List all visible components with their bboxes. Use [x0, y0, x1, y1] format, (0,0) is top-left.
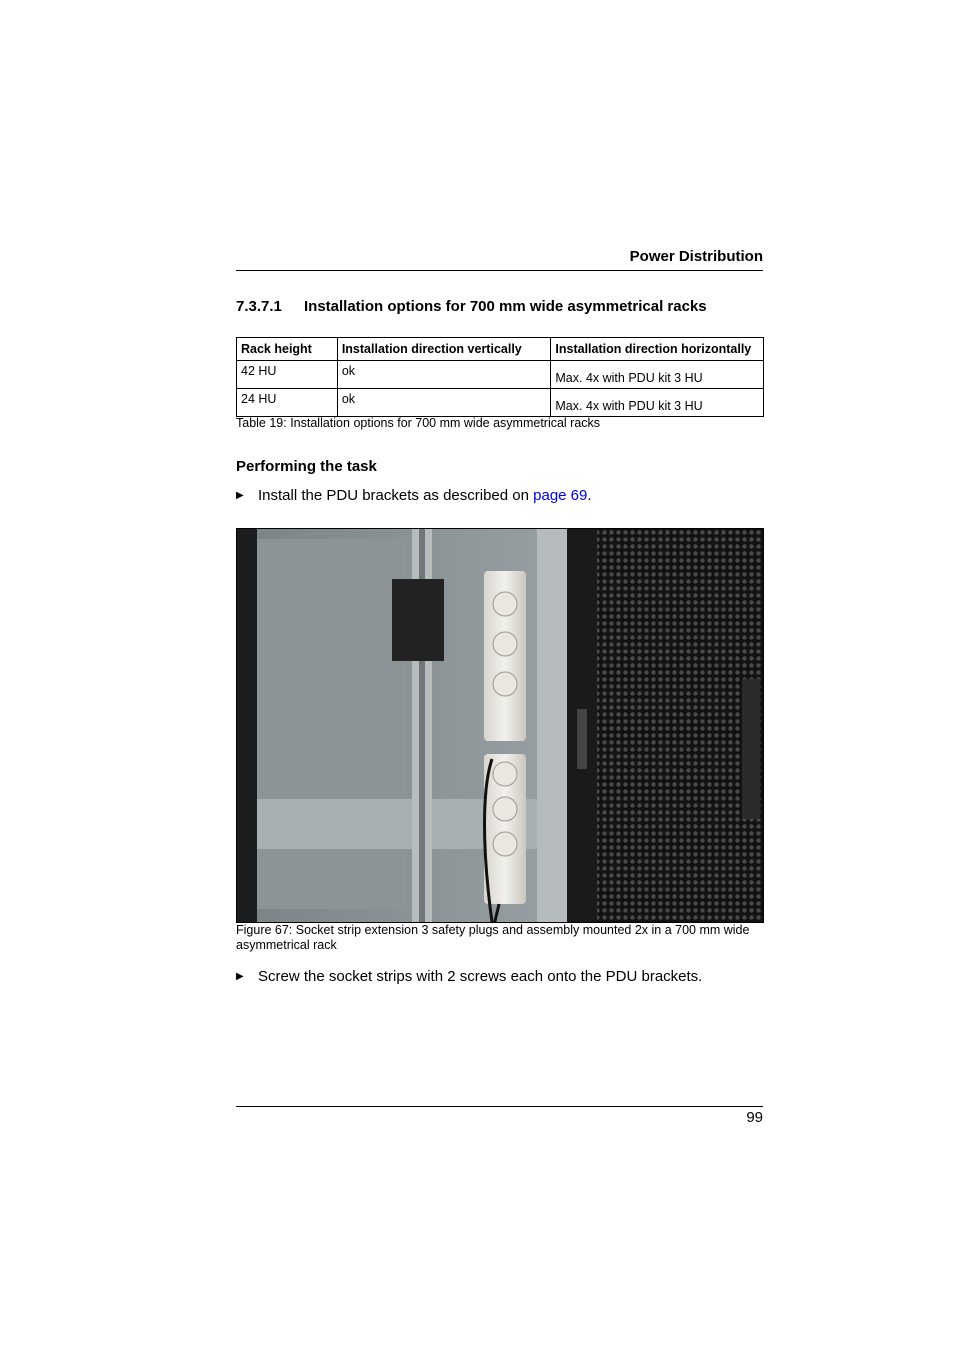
- table-row: [237, 389, 764, 417]
- rack-photo-illustration: [237, 529, 763, 922]
- page-69-link[interactable]: page 69: [533, 487, 588, 504]
- table-header-row: [237, 338, 764, 361]
- task-heading: Performing the task: [236, 458, 377, 475]
- table-header-cell: Installation direction vertically: [337, 338, 551, 361]
- footer-rule: [236, 1106, 763, 1107]
- rack-photo: [236, 528, 764, 923]
- step-1: [236, 487, 592, 504]
- bullet-triangle-icon: ▶: [236, 490, 244, 501]
- table-cell: 42 HU: [237, 361, 338, 389]
- table-caption: Table 19: Installation options for 700 mm wide asymmetrical racks: [236, 416, 601, 430]
- table-cell: Max. 4x with PDU kit 3 HU: [551, 361, 764, 389]
- table-cell: 24 HU: [237, 389, 338, 417]
- table-cell: ok: [337, 361, 551, 389]
- figure-caption: [236, 923, 764, 953]
- step-2: [236, 968, 702, 985]
- step-1-text: Install the PDU brackets as described on: [258, 487, 534, 504]
- section-number: 7.3.7.1: [236, 298, 282, 315]
- table-header-cell: Rack height: [237, 338, 338, 361]
- page-number: 99: [746, 1109, 763, 1126]
- figure-caption-line-1: Figure 67: Socket strip extension 3 safety plugs and assembly mounted 2x in a 700 mm wide: [236, 923, 750, 937]
- figure-caption-line-2: asymmetrical rack: [236, 938, 337, 952]
- running-header: Power Distribution: [629, 248, 763, 265]
- step-2-text: Screw the socket strips with 2 screws each onto the PDU brackets.: [258, 968, 703, 985]
- header-rule: [236, 270, 763, 271]
- section-heading: [236, 298, 707, 315]
- installation-options-table: [236, 337, 764, 417]
- table-header-cell: Installation direction horizontally: [551, 338, 764, 361]
- table-cell: Max. 4x with PDU kit 3 HU: [551, 389, 764, 417]
- table-row: [237, 361, 764, 389]
- section-title: Installation options for 700 mm wide asymmetrical racks: [304, 298, 707, 315]
- table-cell: ok: [337, 389, 551, 417]
- bullet-triangle-icon: ▶: [236, 971, 244, 982]
- step-1-end: .: [587, 487, 592, 504]
